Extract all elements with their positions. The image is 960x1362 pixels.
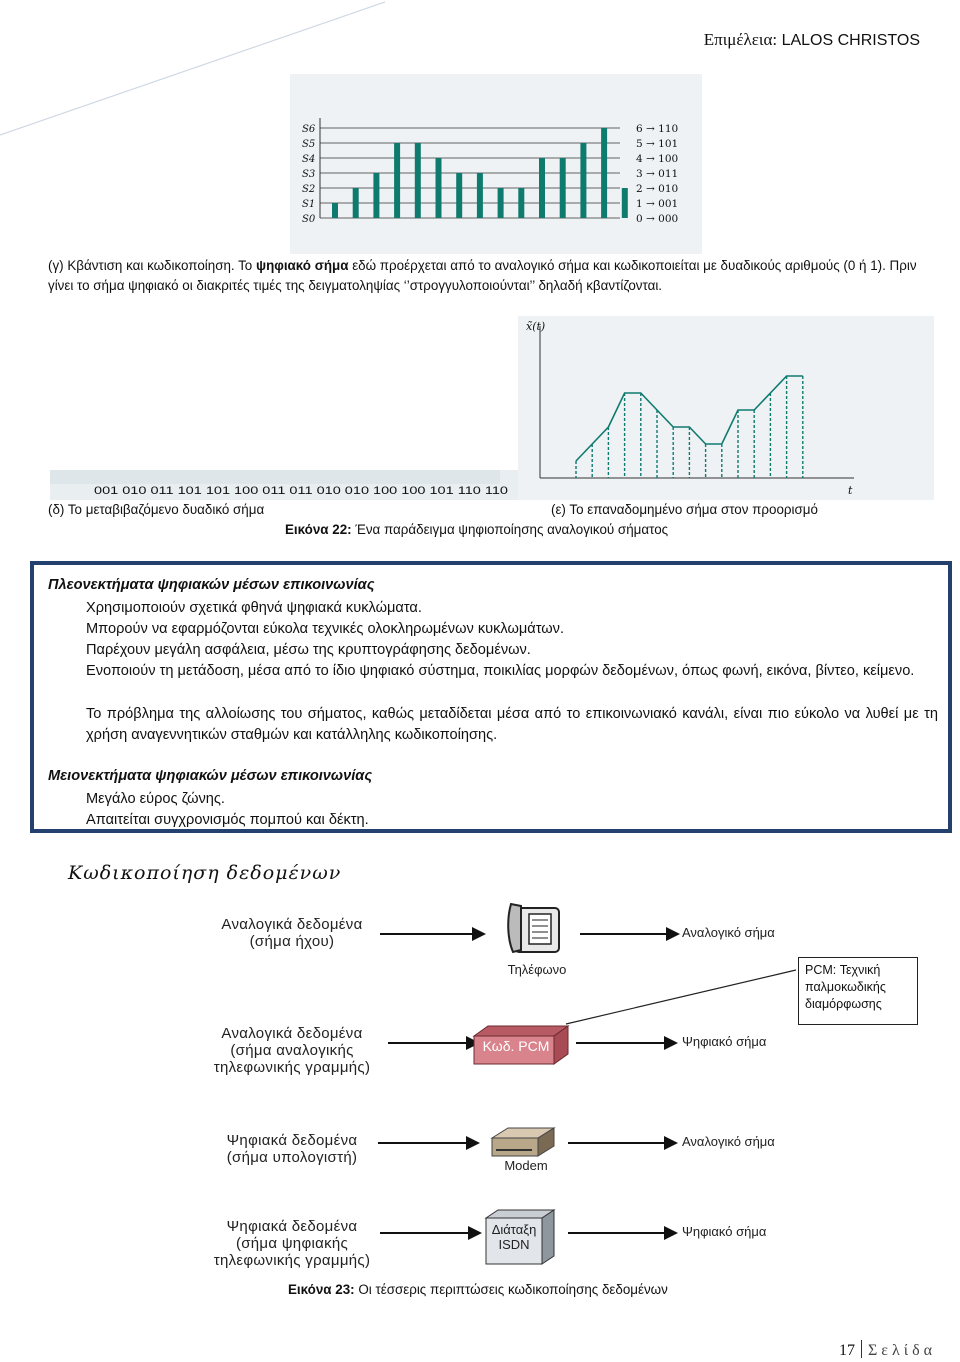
quant-code-label: 0 → 000 — [636, 213, 679, 225]
advantage-item-1: Χρησιμοποιούν σχετικά φθηνά ψηφιακά κυκλώματα. — [86, 600, 422, 616]
quant-bar — [498, 188, 504, 218]
pcm-note: PCM: Τεχνική παλμοκωδικής διαμόρφωσης — [798, 957, 918, 1025]
quant-bar — [477, 173, 483, 218]
caption-reconstructed-signal: (ε) Το επαναδομημένο σήμα στον προορισμό — [551, 502, 818, 517]
quant-bar — [373, 173, 379, 218]
binary-signal-strip — [50, 470, 518, 500]
advantage-item-2: Μπορούν να εφαρμόζονται εύκολα τεχνικές ολοκληρωμένων κυκλωμάτων. — [86, 621, 565, 637]
row3-output-arrow — [568, 1142, 676, 1144]
row4-output-arrow — [568, 1232, 676, 1234]
row4-output-label: Ψηφιακό σήμα — [682, 1224, 767, 1239]
quant-bar — [394, 143, 400, 218]
recon-axis-x-label: t — [848, 484, 853, 497]
paragraph-quantization: (γ) Κβάντιση και κωδικοποίηση. Το ψηφιακό σήμα εδώ προέρχεται από το αναλογικό σήμα και κωδικοποιείται με δυαδικούς αριθμούς (0 ή 1). Πριν γίνει το σήμα ψηφιακό οι διακριτές τιμές της δειγματοληψίας ‘’στρογγυλοποιούνται’’ δηλαδή κβαντίζονται. — [48, 258, 917, 293]
quant-bar — [332, 203, 338, 218]
quant-level-label: S5 — [302, 139, 316, 150]
quant-code-label: 1 → 001 — [636, 198, 679, 210]
advantage-item-3: Παρέχουν μεγάλη ασφάλεια, μέσω της κρυπτογράφησης δεδομένων. — [86, 642, 531, 658]
pcm-callout-line — [560, 960, 800, 1030]
row3-input-label: Ψηφιακά δεδομένα (σήμα υπολογιστή) — [226, 1132, 358, 1166]
page-number: 17 — [838, 1342, 855, 1359]
row2-output-arrow — [576, 1042, 676, 1044]
figure-23-caption: Εικόνα 23: Οι τέσσερις περιπτώσεις κωδικοποίησης δεδομένων — [288, 1282, 668, 1297]
quant-bar — [560, 158, 566, 218]
figure-22-caption: Εικόνα 22: Ένα παράδειγμα ψηφιοποίησης αναλογικού σήματος — [285, 522, 669, 537]
advantages-title: Πλεονεκτήματα ψηφιακών μέσων επικοινωνίας — [48, 577, 375, 593]
footer-separator — [861, 1340, 862, 1358]
quant-bar — [622, 188, 628, 218]
disadvantage-item-2: Απαιτείται συγχρονισμός πομπού και δέκτη. — [86, 812, 369, 828]
row4-input-label: Ψηφιακά δεδομένα (σήμα ψηφιακής τηλεφωνικής γραμμής) — [213, 1218, 371, 1269]
quant-level-label: S0 — [302, 214, 316, 225]
quantization-figure — [290, 74, 702, 254]
quant-level-label: S1 — [302, 199, 316, 210]
row3-input-arrow — [378, 1142, 478, 1144]
quant-level-label: S6 — [302, 124, 316, 135]
quant-code-label: 6 → 110 — [636, 123, 679, 135]
page-word: Σελίδα — [867, 1342, 936, 1359]
advantage-item-5: Το πρόβλημα της αλλοίωσης του σήματος, καθώς μεταδίδεται μέσα από το επικοινωνιακό κανάλι, είναι πιο εύκολο να λυθεί με τη χρήση αναγεννητικών σταθμών και κατάλληλης κωδικοποίησης. — [86, 706, 938, 743]
row2-input-arrow — [388, 1042, 478, 1044]
modem-label: Modem — [504, 1158, 548, 1173]
advantages-box — [30, 561, 952, 833]
disadvantages-title: Μειονεκτήματα ψηφιακών μέσων επικοινωνίας — [48, 768, 373, 784]
isdn-device-label: Διάταξη ISDN — [491, 1222, 537, 1252]
row3-output-label: Αναλογικό σήμα — [682, 1134, 775, 1149]
quant-bar — [456, 173, 462, 218]
telephone-icon — [505, 898, 567, 956]
quant-code-label: 2 → 010 — [636, 183, 679, 195]
quant-bar — [415, 143, 421, 218]
page-footer — [839, 1340, 936, 1360]
row4-input-arrow — [380, 1232, 480, 1234]
quant-code-label: 4 → 100 — [636, 153, 679, 165]
recon-axis-y-label: x̃(t) — [526, 320, 546, 333]
advantage-item-4: Ενοποιούν τη μετάδοση, μέσα από το ίδιο ψηφιακό σύστημα, ποικιλίας μορφών δεδομένων, όπως φωνή, εικόνα, βίντεο, κείμενο. — [86, 663, 915, 679]
reconstructed-signal-figure — [518, 316, 934, 500]
quant-code-label: 5 → 101 — [636, 138, 679, 150]
row1-output-label: Αναλογικό σήμα — [682, 925, 775, 940]
row1-input-arrow — [380, 933, 484, 935]
row1-output-arrow — [580, 933, 678, 935]
quant-bar — [601, 128, 607, 218]
section-title: Κωδικοποίηση δεδομένων — [68, 862, 342, 884]
header-author: LALOS CHRISTOS — [781, 32, 920, 49]
modem-icon — [488, 1124, 558, 1160]
pcm-device-label: Κωδ. PCM — [482, 1038, 550, 1054]
quant-code-label: 3 → 011 — [636, 168, 679, 180]
quant-bar — [518, 188, 524, 218]
bold-digital-signal: ψηφιακό σήμα — [255, 258, 349, 273]
row2-output-label: Ψηφιακό σήμα — [682, 1034, 767, 1049]
telephone-label: Τηλέφωνο — [507, 962, 567, 977]
quant-level-label: S4 — [302, 154, 316, 165]
quant-bar — [436, 158, 442, 218]
header-label: Επιμέλεια: — [703, 30, 778, 49]
quant-bar — [539, 158, 545, 218]
row1-input-label: Αναλογικά δεδομένα (σήμα ήχου) — [221, 916, 363, 950]
quant-bar — [353, 188, 359, 218]
quant-level-label: S3 — [302, 169, 316, 180]
binary-sequence: 001 010 011 101 101 100 011 011 010 010 100 100 101 110 110 — [94, 485, 508, 497]
quant-level-label: S2 — [302, 184, 316, 195]
header — [704, 30, 920, 50]
quant-bar — [580, 143, 586, 218]
row2-input-label: Αναλογικά δεδομένα (σήμα αναλογικής τηλεφωνικής γραμμής) — [213, 1025, 371, 1076]
disadvantage-item-1: Μεγάλο εύρος ζώνης. — [86, 791, 225, 807]
caption-transmitted-binary: (δ) Το μεταβιβαζόμενο δυαδικό σήμα — [48, 502, 265, 517]
